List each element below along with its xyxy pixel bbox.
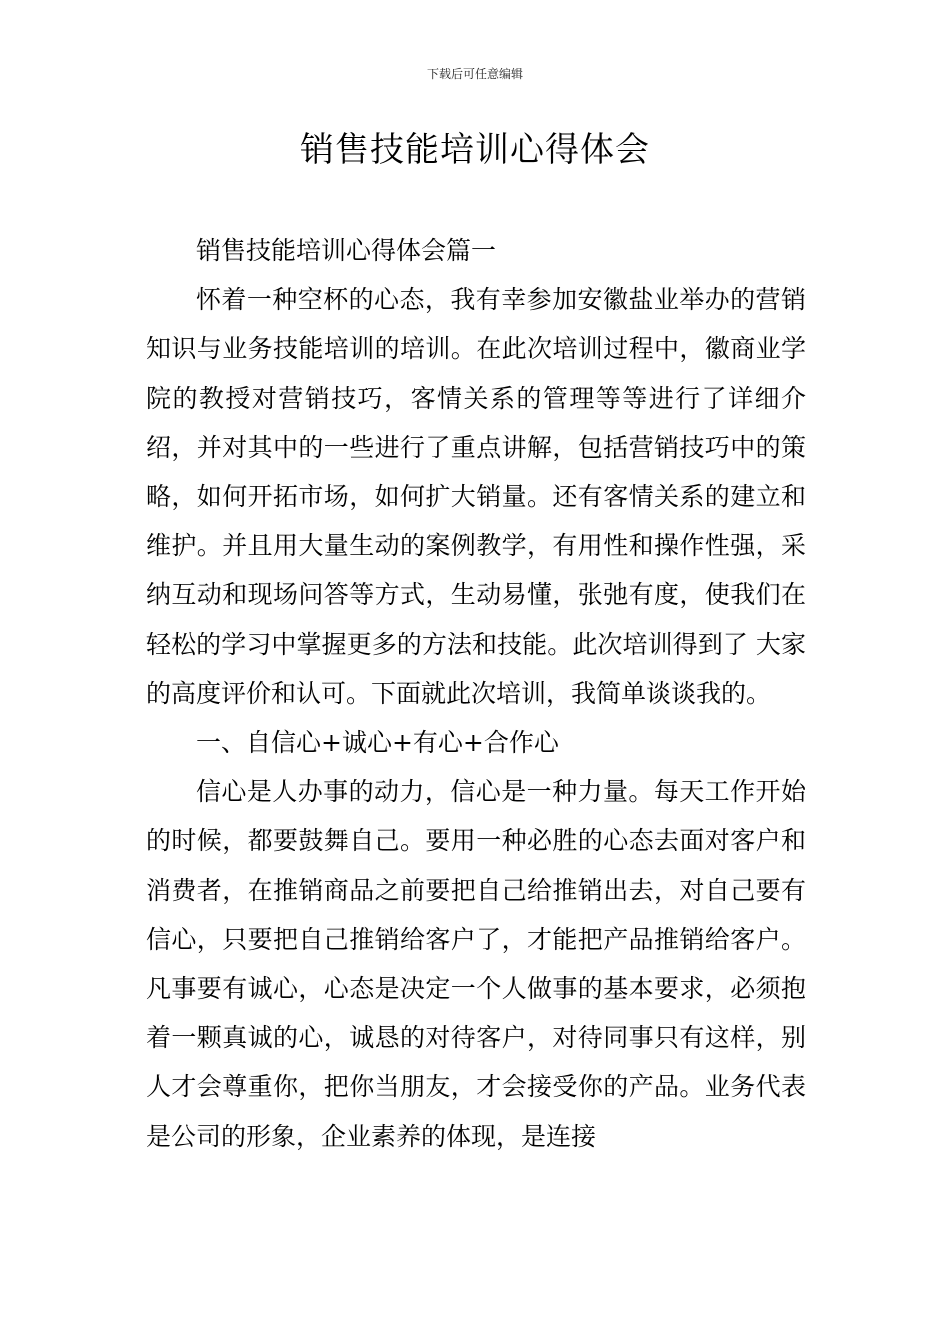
paragraph: 信心是人办事的动力，信心是一种力量。每天工作开始的时候，都要鼓舞自己。要用一种必胜的心态去面对客户和消费者，在推销商品之前要把自己给推销出去，对自己要有信心，只要把自己推销给客户了，才能把产品推销给客户。凡事要有诚心，心态是决定一个人做事的基本要求，必须抱着一颗真诚的心，诚恳的对待客户，对待同事只有这样，别人才会尊重你，把你当朋友，才会接受你的产品。业务代表是公司的形象，企业素养的体现，是连接 xyxy=(146,777,806,1151)
document-body xyxy=(146,226,806,1161)
section-heading: 一、自信心+诚心+有心+合作心 xyxy=(196,728,559,758)
header-note: 下载后可任意编辑 xyxy=(426,67,523,81)
paragraph: 怀着一种空杯的心态，我有幸参加安徽盐业举办的营销知识与业务技能培训的培训。在此次培训过程中，徽商业学院的教授对营销技巧，客情关系的管理等等进行了详细介绍，并对其中的一些进行了重点讲解，包括营销技巧中的策略，如何开拓市场，如何扩大销量。还有客情关系的建立和维护。并且用大量生动的案例教学，有用性和操作性强，采纳互动和现场问答等方式，生动易懂，张弛有度，使我们在轻松的学习中掌握更多的方法和技能。此次培训得到了 大家的高度评价和认可。下面就此次培训，我简单谈谈我的。 xyxy=(146,285,806,708)
section-heading: 销售技能培训心得体会篇一 xyxy=(196,236,497,265)
document-title: 销售技能培训心得体会 xyxy=(300,130,650,170)
